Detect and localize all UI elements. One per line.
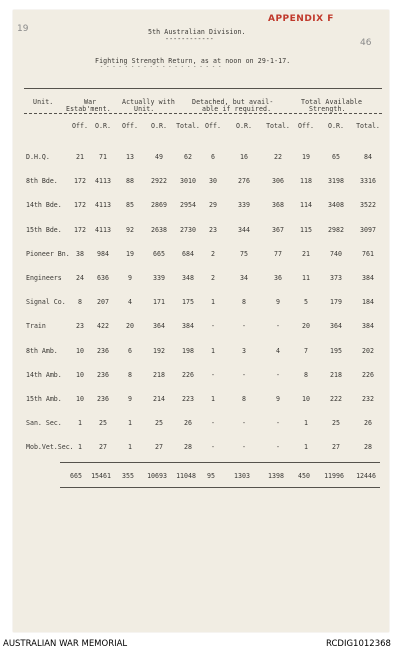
- totals-cell: 12446: [356, 472, 376, 480]
- table-cell: 75: [240, 250, 248, 258]
- totals-cell: 95: [207, 472, 215, 480]
- column-subheader: Off.: [122, 122, 138, 130]
- table-cell: 118: [300, 177, 312, 185]
- table-cell: 29: [209, 201, 217, 209]
- table-cell: 171: [153, 298, 165, 306]
- table-cell: 384: [362, 322, 374, 330]
- header-detached: Detached, but avail-: [192, 98, 274, 106]
- appendix-stamp: APPENDIX F: [268, 14, 334, 24]
- table-cell: 38: [76, 250, 84, 258]
- column-subheader: Off.: [298, 122, 314, 130]
- table-cell: 9: [128, 274, 132, 282]
- totals-cell: 355: [122, 472, 134, 480]
- table-cell: 179: [330, 298, 342, 306]
- table-cell: 218: [330, 371, 342, 379]
- table-cell: 1: [211, 395, 215, 403]
- table-cell: 26: [184, 419, 192, 427]
- table-cell: 92: [126, 226, 134, 234]
- source-credit: AUSTRALIAN WAR MEMORIAL: [3, 639, 128, 649]
- table-cell: 684: [182, 250, 194, 258]
- table-cell: -: [242, 371, 246, 379]
- table-cell: 761: [362, 250, 374, 258]
- table-cell: 2869: [151, 201, 167, 209]
- table-cell: 3408: [328, 201, 344, 209]
- table-cell: 4113: [95, 226, 111, 234]
- table-row-label: Engineers: [26, 274, 62, 282]
- totals-cell: 450: [298, 472, 310, 480]
- table-cell: 202: [362, 347, 374, 355]
- table-row-label: Signal Co.: [26, 298, 66, 306]
- table-cell: 8: [242, 298, 246, 306]
- table-cell: 9: [128, 395, 132, 403]
- table-cell: 11: [302, 274, 310, 282]
- table-cell: 28: [364, 443, 372, 451]
- table-cell: -: [242, 443, 246, 451]
- pencil-page-number: 46: [360, 38, 372, 48]
- table-cell: 84: [364, 153, 372, 161]
- table-cell: 7: [304, 347, 308, 355]
- table-cell: 85: [126, 201, 134, 209]
- table-row-label: 14th Bde.: [26, 201, 62, 209]
- totals-cell: 665: [70, 472, 82, 480]
- table-cell: 344: [238, 226, 250, 234]
- table-cell: 195: [330, 347, 342, 355]
- table-cell: 27: [99, 443, 107, 451]
- table-cell: 8: [304, 371, 308, 379]
- column-subheader: Total.: [266, 122, 290, 130]
- table-cell: 22: [274, 153, 282, 161]
- table-cell: 364: [153, 322, 165, 330]
- totals-cell: 11996: [324, 472, 344, 480]
- table-row-label: Pioneer Bn.: [26, 250, 70, 258]
- table-cell: 23: [209, 226, 217, 234]
- table-cell: -: [242, 419, 246, 427]
- table-cell: 1: [128, 419, 132, 427]
- table-cell: 984: [97, 250, 109, 258]
- table-cell: 1: [211, 298, 215, 306]
- table-cell: 384: [182, 322, 194, 330]
- table-cell: 236: [97, 371, 109, 379]
- table-cell: 3316: [360, 177, 376, 185]
- table-cell: 368: [272, 201, 284, 209]
- reference-number: RCDIG1012368: [326, 639, 391, 649]
- totals-cell: 10693: [147, 472, 167, 480]
- table-cell: 9: [276, 395, 280, 403]
- table-cell: -: [211, 371, 215, 379]
- division-heading: 5th Australian Division.: [148, 28, 246, 36]
- division-underline: ------------: [165, 35, 214, 43]
- table-cell: 23: [76, 322, 84, 330]
- table-cell: 28: [184, 443, 192, 451]
- table-cell: 10: [302, 395, 310, 403]
- table-cell: 2730: [180, 226, 196, 234]
- column-subheader: O.R.: [95, 122, 111, 130]
- table-cell: 21: [302, 250, 310, 258]
- table-cell: 9: [276, 298, 280, 306]
- table-cell: 2982: [328, 226, 344, 234]
- table-row-label: 8th Amb.: [26, 347, 58, 355]
- column-subheader: Total.: [176, 122, 200, 130]
- totals-cell: 15461: [91, 472, 111, 480]
- table-cell: 13: [126, 153, 134, 161]
- table-cell: 2: [211, 274, 215, 282]
- table-cell: 4: [276, 347, 280, 355]
- table-row-label: 15th Amb.: [26, 395, 62, 403]
- table-cell: 71: [99, 153, 107, 161]
- table-cell: 172: [74, 201, 86, 209]
- header-total-2: Strength.: [309, 105, 346, 113]
- table-cell: 30: [209, 177, 217, 185]
- table-cell: 184: [362, 298, 374, 306]
- table-cell: 198: [182, 347, 194, 355]
- table-cell: 27: [155, 443, 163, 451]
- table-row-label: 15th Bde.: [26, 226, 62, 234]
- table-cell: 226: [362, 371, 374, 379]
- column-subheader: O.R.: [236, 122, 252, 130]
- table-cell: 10: [76, 395, 84, 403]
- column-subheader: Off.: [205, 122, 221, 130]
- table-cell: 276: [238, 177, 250, 185]
- header-detached-2: able if required.: [202, 105, 272, 113]
- table-row-label: Mob.Vet.Sec.: [26, 443, 74, 451]
- table-cell: -: [276, 371, 280, 379]
- table-cell: -: [276, 322, 280, 330]
- table-cell: 10: [76, 371, 84, 379]
- table-cell: 36: [274, 274, 282, 282]
- table-cell: -: [211, 322, 215, 330]
- totals-top-rule: [60, 462, 380, 463]
- table-cell: 3522: [360, 201, 376, 209]
- totals-cell: 1398: [268, 472, 284, 480]
- header-actually-2: Unit.: [134, 105, 155, 113]
- table-cell: 20: [126, 322, 134, 330]
- table-top-rule: [24, 88, 382, 89]
- table-cell: 232: [362, 395, 374, 403]
- table-cell: 6: [211, 153, 215, 161]
- table-cell: 422: [97, 322, 109, 330]
- table-cell: -: [276, 443, 280, 451]
- table-cell: 4113: [95, 201, 111, 209]
- table-cell: -: [211, 443, 215, 451]
- table-cell: 16: [240, 153, 248, 161]
- table-cell: 172: [74, 226, 86, 234]
- table-cell: 19: [126, 250, 134, 258]
- table-cell: 348: [182, 274, 194, 282]
- table-cell: 3: [242, 347, 246, 355]
- table-cell: 114: [300, 201, 312, 209]
- column-subheader: O.R.: [328, 122, 344, 130]
- table-cell: 27: [332, 443, 340, 451]
- pencil-folio: 19: [17, 24, 29, 34]
- table-cell: 1: [304, 443, 308, 451]
- table-cell: 223: [182, 395, 194, 403]
- totals-bottom-rule: [60, 487, 380, 488]
- table-cell: 26: [364, 419, 372, 427]
- table-cell: 25: [155, 419, 163, 427]
- totals-cell: 11048: [176, 472, 196, 480]
- table-cell: 3010: [180, 177, 196, 185]
- table-cell: 740: [330, 250, 342, 258]
- document-title: Fighting Strength Return, as at noon on 29-1-17.: [95, 57, 291, 65]
- table-cell: 2954: [180, 201, 196, 209]
- table-cell: -: [276, 419, 280, 427]
- table-cell: 214: [153, 395, 165, 403]
- table-cell: 636: [97, 274, 109, 282]
- header-total: Total Available: [301, 98, 363, 106]
- table-row-label: 14th Amb.: [26, 371, 62, 379]
- table-cell: 19: [302, 153, 310, 161]
- table-cell: 10: [76, 347, 84, 355]
- table-cell: 25: [99, 419, 107, 427]
- table-cell: 222: [330, 395, 342, 403]
- table-cell: 4113: [95, 177, 111, 185]
- table-row-label: San. Sec.: [26, 419, 62, 427]
- table-cell: 65: [332, 153, 340, 161]
- table-cell: 175: [182, 298, 194, 306]
- table-cell: 25: [332, 419, 340, 427]
- table-row-label: D.H.Q.: [26, 153, 50, 161]
- table-cell: -: [242, 322, 246, 330]
- header-war-establishment-2: Estab'ment.: [66, 105, 111, 113]
- table-cell: 236: [97, 395, 109, 403]
- table-cell: 3097: [360, 226, 376, 234]
- column-subheader: Off.: [72, 122, 88, 130]
- column-subheader: O.R.: [151, 122, 167, 130]
- title-underline: - - - - - - - - - - - - - - - - - - - -: [100, 64, 222, 70]
- table-cell: -: [211, 419, 215, 427]
- table-cell: 367: [272, 226, 284, 234]
- table-cell: 24: [76, 274, 84, 282]
- table-cell: 6: [128, 347, 132, 355]
- table-cell: 8: [78, 298, 82, 306]
- table-cell: 2: [211, 250, 215, 258]
- table-cell: 1: [211, 347, 215, 355]
- header-rule: [24, 113, 382, 114]
- table-cell: 665: [153, 250, 165, 258]
- table-cell: 192: [153, 347, 165, 355]
- table-cell: 4: [128, 298, 132, 306]
- table-cell: 373: [330, 274, 342, 282]
- table-cell: 3198: [328, 177, 344, 185]
- table-cell: 1: [128, 443, 132, 451]
- table-row-label: Train: [26, 322, 46, 330]
- table-cell: 236: [97, 347, 109, 355]
- table-cell: 49: [155, 153, 163, 161]
- table-cell: 207: [97, 298, 109, 306]
- table-row-label: 8th Bde.: [26, 177, 58, 185]
- table-cell: 384: [362, 274, 374, 282]
- table-cell: 2922: [151, 177, 167, 185]
- table-cell: 226: [182, 371, 194, 379]
- table-cell: 2638: [151, 226, 167, 234]
- header-unit: Unit.: [33, 98, 54, 106]
- table-cell: 20: [302, 322, 310, 330]
- table-cell: 306: [272, 177, 284, 185]
- table-cell: 88: [126, 177, 134, 185]
- table-cell: 8: [242, 395, 246, 403]
- table-cell: 339: [153, 274, 165, 282]
- table-cell: 5: [304, 298, 308, 306]
- table-cell: 62: [184, 153, 192, 161]
- table-cell: 34: [240, 274, 248, 282]
- table-cell: 77: [274, 250, 282, 258]
- header-actually: Actually with: [122, 98, 175, 106]
- table-cell: 339: [238, 201, 250, 209]
- table-cell: 218: [153, 371, 165, 379]
- table-cell: 21: [76, 153, 84, 161]
- table-cell: 115: [300, 226, 312, 234]
- table-cell: 1: [78, 419, 82, 427]
- table-cell: 172: [74, 177, 86, 185]
- totals-cell: 1303: [234, 472, 250, 480]
- table-cell: 364: [330, 322, 342, 330]
- column-subheader: Total.: [356, 122, 380, 130]
- table-cell: 1: [78, 443, 82, 451]
- table-cell: 1: [304, 419, 308, 427]
- header-war-establishment: War: [84, 98, 97, 106]
- table-cell: 8: [128, 371, 132, 379]
